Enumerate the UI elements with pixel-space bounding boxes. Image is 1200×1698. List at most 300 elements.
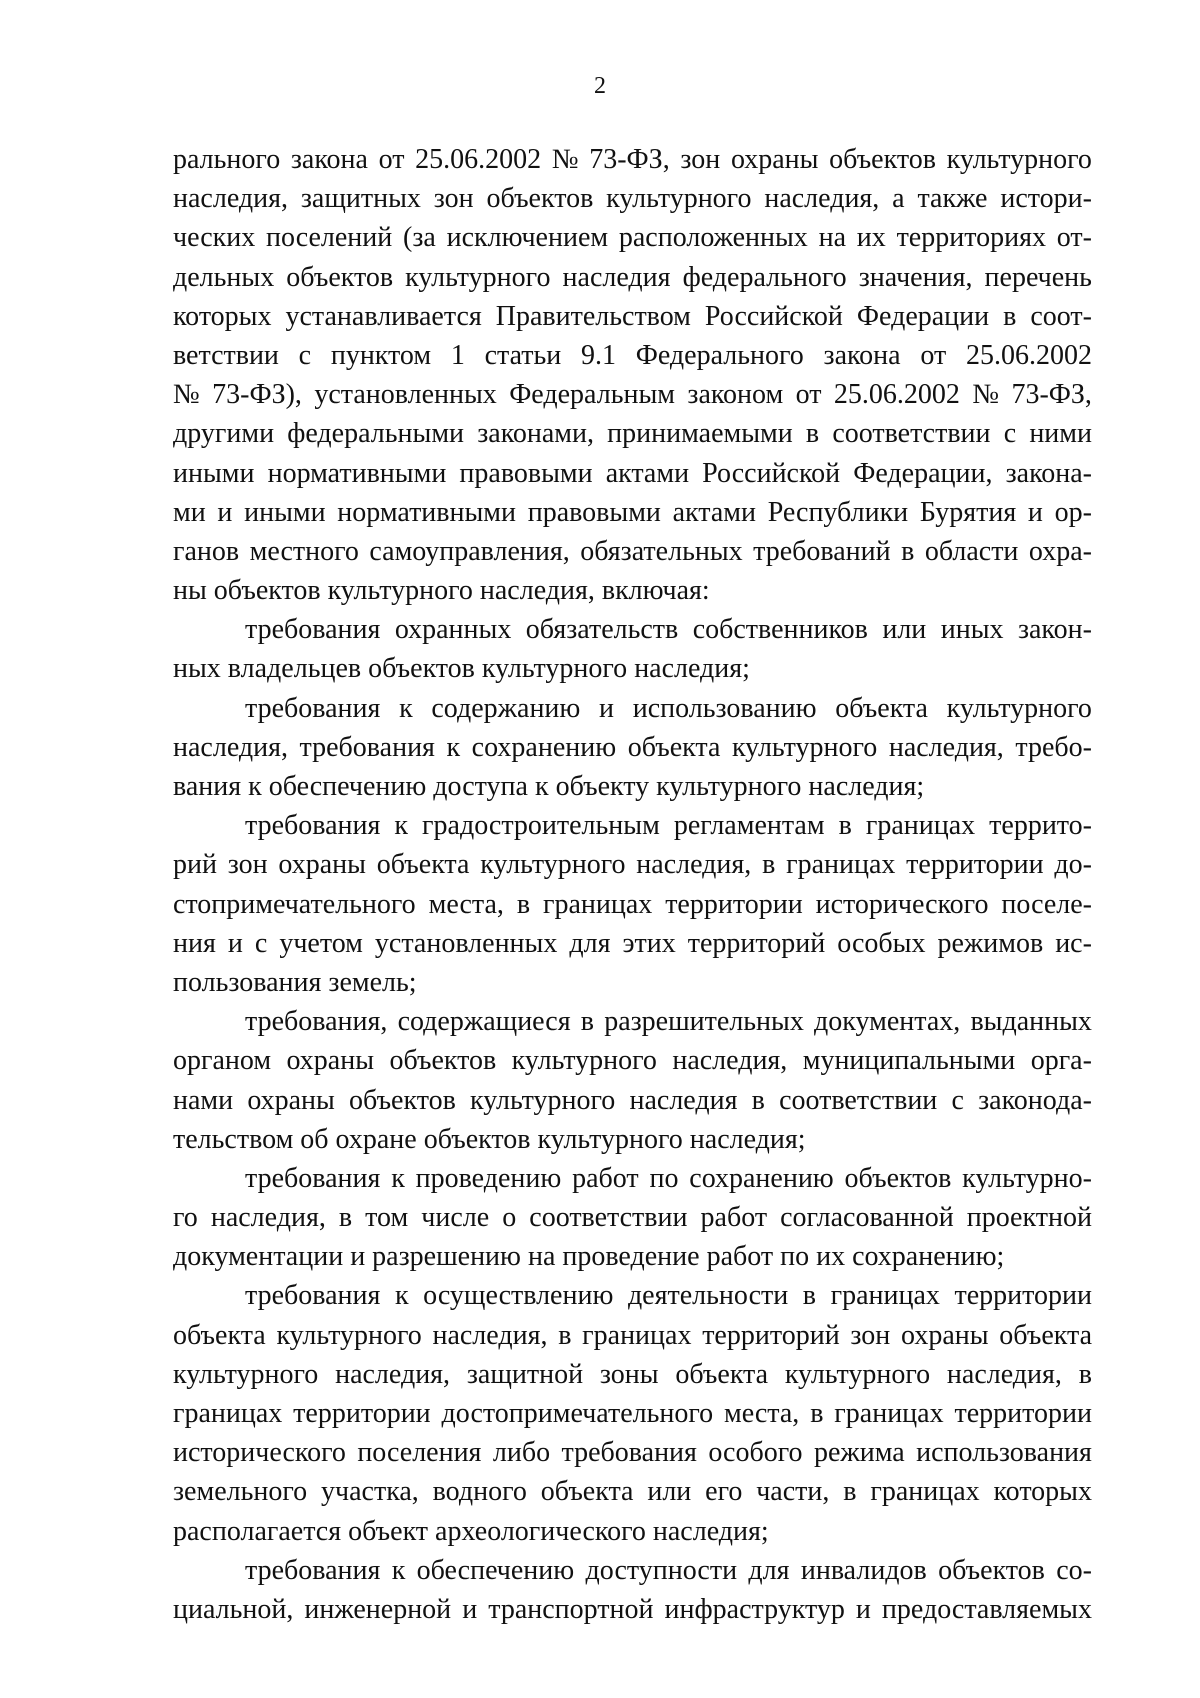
word: включая: bbox=[601, 575, 710, 607]
word: культурного bbox=[946, 144, 1092, 175]
word: 25.06.2002 bbox=[833, 379, 960, 411]
word: наследия; bbox=[808, 771, 925, 802]
word: его bbox=[705, 1476, 743, 1508]
text-line bbox=[173, 885, 1092, 924]
word: границах bbox=[870, 1476, 980, 1508]
word: в bbox=[805, 418, 820, 450]
text-line bbox=[173, 1355, 1092, 1394]
word: объектов bbox=[829, 144, 936, 175]
word: 73-ФЗ, bbox=[1011, 379, 1092, 411]
word: достопримечательного bbox=[441, 1398, 714, 1429]
word: объекту bbox=[555, 771, 657, 802]
word: режимов bbox=[937, 927, 1044, 959]
word: с bbox=[1003, 418, 1017, 450]
word: объектов bbox=[423, 1123, 538, 1155]
word: территорий bbox=[687, 927, 826, 959]
text-line bbox=[173, 728, 1092, 767]
word: по bbox=[649, 1162, 679, 1194]
word: к bbox=[391, 1162, 405, 1194]
word: зон bbox=[680, 144, 721, 175]
word: культурного bbox=[327, 575, 480, 607]
text-line bbox=[173, 1551, 1092, 1590]
text-line bbox=[173, 689, 1092, 728]
word: территории bbox=[954, 1280, 1092, 1312]
word: наследия, bbox=[946, 1358, 1062, 1390]
word: археологического bbox=[435, 1515, 653, 1547]
word: закон- bbox=[1017, 614, 1092, 646]
word: том bbox=[365, 1202, 409, 1234]
word: культурного bbox=[946, 692, 1092, 724]
text-line bbox=[173, 649, 1092, 688]
word: места, bbox=[428, 888, 504, 920]
word: наследия, bbox=[173, 183, 288, 215]
word: установленных bbox=[374, 927, 558, 959]
word: перечень bbox=[984, 261, 1092, 293]
word: исключением bbox=[446, 222, 609, 254]
word: наследия, bbox=[636, 849, 752, 881]
word: территории bbox=[906, 849, 1044, 881]
word: соответствии bbox=[529, 1202, 688, 1234]
word: федеральными bbox=[287, 418, 465, 450]
word: нами bbox=[173, 1084, 234, 1116]
word: Федерального bbox=[635, 339, 804, 371]
word: законода- bbox=[978, 1084, 1092, 1116]
word: к bbox=[391, 1554, 406, 1586]
text-line bbox=[173, 1159, 1092, 1198]
word: и bbox=[350, 1241, 373, 1273]
word: культурного bbox=[481, 653, 635, 685]
word: 1 bbox=[450, 339, 465, 371]
word: градостроительным bbox=[422, 810, 660, 842]
text-line bbox=[173, 1316, 1092, 1355]
word: охранных bbox=[394, 614, 512, 646]
text-line bbox=[173, 1041, 1092, 1080]
text-line bbox=[173, 924, 1092, 963]
word: со- bbox=[1056, 1554, 1092, 1586]
word: актами bbox=[672, 496, 756, 528]
word: охраны bbox=[901, 1319, 989, 1351]
word: к bbox=[248, 771, 269, 802]
word: участка, bbox=[321, 1476, 419, 1508]
word: доступа bbox=[433, 771, 535, 802]
word: иными bbox=[244, 496, 326, 528]
word: располагается bbox=[173, 1515, 349, 1547]
word: работ bbox=[572, 1162, 639, 1194]
word: работ bbox=[700, 1202, 768, 1234]
word: федерального bbox=[682, 261, 847, 293]
word: го bbox=[173, 1202, 198, 1234]
word: требования bbox=[245, 810, 381, 842]
word: законом bbox=[687, 379, 784, 411]
word: рий bbox=[173, 849, 217, 881]
word: соответствии bbox=[832, 418, 991, 450]
word: области bbox=[924, 535, 1019, 567]
word: закона bbox=[290, 144, 368, 175]
word: и bbox=[217, 496, 233, 528]
word: учетом bbox=[279, 927, 363, 959]
word: Российской bbox=[702, 457, 841, 489]
word: ми bbox=[173, 496, 206, 528]
word: культурно- bbox=[962, 1162, 1092, 1194]
word: требования bbox=[561, 1437, 697, 1469]
word: требования bbox=[245, 1554, 381, 1586]
word: этих bbox=[622, 927, 676, 959]
word: или bbox=[882, 614, 927, 646]
word: объекта bbox=[675, 1358, 769, 1390]
word: в bbox=[580, 1006, 595, 1038]
word: иных bbox=[940, 614, 1004, 646]
word: документации bbox=[173, 1241, 351, 1273]
word: правовыми bbox=[459, 457, 593, 489]
word: расположенных bbox=[618, 222, 808, 254]
text-line bbox=[173, 1276, 1092, 1315]
word: наследия; bbox=[634, 653, 750, 685]
word: регламентам bbox=[673, 810, 825, 842]
word: № bbox=[173, 379, 200, 411]
word: проведению bbox=[415, 1162, 562, 1194]
word: содержанию bbox=[431, 692, 581, 724]
word: и bbox=[227, 927, 243, 959]
word: в bbox=[838, 810, 852, 842]
word: а bbox=[892, 183, 905, 215]
word: осуществлению bbox=[423, 1280, 614, 1312]
text-line bbox=[173, 571, 1092, 610]
word: органом bbox=[173, 1045, 272, 1077]
word: использованию bbox=[632, 692, 817, 724]
word: инвалидов bbox=[800, 1554, 927, 1586]
word: требования bbox=[245, 692, 381, 724]
word: муниципальными bbox=[802, 1045, 1016, 1077]
document-body bbox=[173, 140, 1092, 1629]
text-line bbox=[173, 1394, 1092, 1433]
word: объекта bbox=[173, 1319, 266, 1351]
word: с bbox=[298, 339, 312, 371]
word: территорий bbox=[702, 1319, 840, 1351]
word: поселе- bbox=[1001, 888, 1092, 920]
word: которых bbox=[173, 300, 272, 332]
text-line bbox=[173, 1472, 1092, 1511]
word: в bbox=[810, 1398, 824, 1429]
word: ны bbox=[173, 575, 214, 607]
word: Федеральным bbox=[509, 379, 675, 411]
word: транспортной bbox=[488, 1593, 654, 1625]
word: культурного bbox=[480, 849, 626, 881]
text-line bbox=[173, 493, 1092, 532]
word: ис- bbox=[1055, 927, 1092, 959]
word: выданных bbox=[970, 1006, 1092, 1038]
text-line bbox=[173, 414, 1092, 453]
word: от bbox=[920, 339, 947, 371]
word: также bbox=[917, 183, 988, 215]
word: законами, bbox=[477, 418, 594, 450]
word: исторического bbox=[173, 1437, 346, 1469]
word: требований bbox=[753, 535, 891, 567]
word: дельных bbox=[173, 261, 275, 293]
word: культурного bbox=[784, 1358, 931, 1390]
word: в bbox=[338, 1202, 353, 1234]
word: стопримечательного bbox=[173, 888, 416, 920]
text-line bbox=[173, 1081, 1092, 1120]
word: предоставляемых bbox=[881, 1593, 1092, 1625]
word: территории bbox=[293, 1398, 431, 1429]
word: циальной, bbox=[173, 1593, 294, 1625]
word: тельством bbox=[173, 1123, 301, 1155]
word: режима bbox=[813, 1437, 905, 1469]
word: деятельности bbox=[627, 1280, 789, 1312]
word: разрешению bbox=[372, 1241, 528, 1273]
word: и bbox=[855, 1593, 871, 1625]
word: инженерной bbox=[304, 1593, 452, 1625]
word: Республики bbox=[767, 496, 909, 528]
word: и bbox=[1027, 496, 1043, 528]
word: в bbox=[1003, 300, 1017, 332]
word: территории bbox=[954, 1398, 1092, 1429]
word: сохранению; bbox=[852, 1241, 1005, 1273]
word: объектов bbox=[368, 653, 482, 685]
text-line bbox=[173, 1590, 1092, 1629]
word: охраны bbox=[286, 1045, 375, 1077]
word: требо- bbox=[1015, 731, 1092, 763]
word: значения, bbox=[858, 261, 973, 293]
word: ческих bbox=[173, 222, 256, 254]
word: объекта bbox=[835, 692, 928, 724]
word: по bbox=[780, 1241, 817, 1273]
word: к bbox=[534, 771, 556, 802]
word: земельного bbox=[173, 1476, 308, 1508]
word: культурного bbox=[276, 1319, 422, 1351]
word: защитных bbox=[300, 183, 421, 215]
word: культурного bbox=[731, 731, 878, 763]
word: охраны bbox=[247, 1084, 335, 1116]
word: от- bbox=[1056, 222, 1092, 254]
word: объекта bbox=[627, 731, 721, 763]
word: объекта bbox=[999, 1319, 1092, 1351]
word: культурного bbox=[173, 1358, 319, 1390]
word: закона bbox=[823, 339, 901, 371]
word: культурного bbox=[606, 183, 752, 215]
word: сохранению bbox=[689, 1162, 834, 1194]
word: объектов bbox=[486, 183, 594, 215]
page-number: 2 bbox=[594, 73, 606, 99]
word: особого bbox=[708, 1437, 803, 1469]
word: которых bbox=[993, 1476, 1092, 1508]
word: поселения bbox=[357, 1437, 482, 1469]
word: разрешительных bbox=[604, 1006, 804, 1038]
word: местного bbox=[249, 535, 359, 567]
word: объектов bbox=[938, 1554, 1045, 1586]
word: пользования bbox=[173, 966, 329, 998]
word: наследия bbox=[562, 261, 671, 293]
word: ганов bbox=[173, 535, 240, 567]
word: с bbox=[254, 927, 268, 959]
word: от bbox=[378, 144, 405, 175]
word: территориях bbox=[896, 222, 1046, 254]
text-line bbox=[173, 140, 1092, 179]
text-line bbox=[173, 1002, 1092, 1041]
word: и bbox=[599, 692, 615, 724]
word: сохранению bbox=[471, 731, 617, 763]
text-line bbox=[173, 297, 1092, 336]
word: другими bbox=[173, 418, 275, 450]
word: № bbox=[972, 379, 1000, 411]
word: требования bbox=[245, 614, 381, 646]
word: наследия, bbox=[173, 731, 288, 763]
word: рального bbox=[173, 144, 281, 175]
text-line bbox=[173, 375, 1092, 414]
word: охраны bbox=[730, 144, 819, 175]
word: границах bbox=[786, 849, 896, 881]
text-line bbox=[173, 767, 1092, 806]
word: нормативными bbox=[267, 457, 447, 489]
word: пунктом bbox=[330, 339, 432, 371]
text-line bbox=[173, 1433, 1092, 1472]
word: собственников bbox=[692, 614, 868, 646]
word: границах bbox=[582, 1319, 692, 1351]
word: культурного bbox=[656, 771, 809, 802]
text-line bbox=[173, 1237, 1092, 1276]
word: наследия; bbox=[652, 1515, 769, 1547]
word: зон bbox=[850, 1319, 891, 1351]
word: соот- bbox=[1030, 300, 1092, 332]
word: Правительством bbox=[495, 300, 691, 332]
word: территории bbox=[665, 888, 803, 920]
word: 73-ФЗ), bbox=[212, 379, 302, 411]
word: вания bbox=[173, 771, 249, 802]
word: требования, bbox=[245, 1006, 388, 1038]
word: требования bbox=[245, 1162, 381, 1194]
word: Федерации bbox=[856, 300, 990, 332]
word: ними bbox=[1029, 418, 1092, 450]
word: работ bbox=[706, 1241, 781, 1273]
text-line bbox=[173, 218, 1092, 257]
word: наследия, bbox=[672, 1045, 788, 1077]
word: наследия, bbox=[764, 183, 880, 215]
word: места, bbox=[724, 1398, 800, 1429]
word: инфраструктур bbox=[664, 1593, 845, 1625]
word: части, bbox=[756, 1476, 830, 1508]
word: поселений bbox=[266, 222, 393, 254]
word: охране bbox=[335, 1123, 424, 1155]
word: числе bbox=[421, 1202, 490, 1234]
word: (за bbox=[403, 222, 436, 254]
word: актами bbox=[605, 457, 690, 489]
word: нормативными bbox=[337, 496, 517, 528]
word: согласованной bbox=[780, 1202, 954, 1234]
word: доступности bbox=[585, 1554, 738, 1586]
word: в bbox=[802, 1280, 817, 1312]
word: объекта bbox=[376, 849, 470, 881]
word: объектов bbox=[349, 1084, 456, 1116]
word: использования bbox=[916, 1437, 1092, 1469]
word: наследия bbox=[629, 1084, 738, 1116]
word: наследия, bbox=[210, 1202, 326, 1234]
word: ния bbox=[173, 927, 216, 959]
word: владельцев bbox=[227, 653, 369, 685]
word: объектов bbox=[213, 575, 328, 607]
word: культурного bbox=[405, 261, 551, 293]
word: орга- bbox=[1030, 1045, 1092, 1077]
word: статьи bbox=[484, 339, 562, 371]
word: границах bbox=[542, 888, 653, 920]
word: в bbox=[516, 888, 531, 920]
word: границах bbox=[834, 1398, 944, 1429]
word: требования bbox=[245, 1280, 381, 1312]
word: о bbox=[502, 1202, 517, 1234]
word: объектов bbox=[389, 1045, 497, 1077]
word: к bbox=[399, 692, 413, 724]
word: объект bbox=[348, 1515, 436, 1547]
word: исторического bbox=[815, 888, 989, 920]
word: обязательных bbox=[580, 535, 743, 567]
word: для bbox=[569, 927, 611, 959]
text-line bbox=[173, 258, 1092, 297]
word: в bbox=[558, 1319, 572, 1351]
word: к bbox=[394, 810, 409, 842]
word: соответствии bbox=[779, 1084, 938, 1116]
word: террито- bbox=[989, 810, 1092, 842]
word: проектной bbox=[966, 1202, 1092, 1234]
text-line bbox=[173, 1512, 1092, 1551]
word: особых bbox=[837, 927, 926, 959]
word: об bbox=[300, 1123, 336, 1155]
word: истори- bbox=[1000, 183, 1092, 215]
word: зон bbox=[227, 849, 268, 881]
word: 73-ФЗ, bbox=[589, 144, 670, 175]
word: закона- bbox=[1005, 457, 1092, 489]
word: их bbox=[856, 222, 886, 254]
word: и bbox=[462, 1593, 478, 1625]
word: в bbox=[901, 535, 915, 567]
word: требования bbox=[299, 731, 435, 763]
text-line bbox=[173, 1120, 1092, 1159]
text-line bbox=[173, 454, 1092, 493]
word: объекта bbox=[540, 1476, 634, 1508]
word: границах bbox=[173, 1398, 283, 1429]
word: 25.06.2002 bbox=[415, 144, 542, 175]
word: или bbox=[647, 1476, 692, 1508]
word: культурного bbox=[470, 1084, 616, 1116]
word: в bbox=[843, 1476, 857, 1508]
word: либо bbox=[492, 1437, 551, 1469]
word: охраны bbox=[278, 849, 366, 881]
word: обеспечению bbox=[416, 1554, 575, 1586]
word: наследия, bbox=[432, 1319, 548, 1351]
word: проведение bbox=[562, 1241, 707, 1273]
word: установленных bbox=[314, 379, 497, 411]
text-line bbox=[173, 845, 1092, 884]
word: правовыми bbox=[527, 496, 661, 528]
word: культурного bbox=[511, 1045, 657, 1077]
word: их bbox=[816, 1241, 853, 1273]
word: к bbox=[446, 731, 461, 763]
text-line bbox=[173, 610, 1092, 649]
word: наследия; bbox=[689, 1123, 806, 1155]
word: от bbox=[795, 379, 822, 411]
text-line bbox=[173, 963, 1092, 1002]
word: охра- bbox=[1028, 535, 1092, 567]
word: принимаемыми bbox=[607, 418, 793, 450]
text-line bbox=[173, 179, 1092, 218]
word: водного bbox=[432, 1476, 527, 1508]
word: наследия, bbox=[479, 575, 602, 607]
text-line bbox=[173, 806, 1092, 845]
word: Российской bbox=[704, 300, 843, 332]
word: самоуправления, bbox=[369, 535, 570, 567]
word: документах, bbox=[814, 1006, 961, 1038]
word: устанавливается bbox=[285, 300, 482, 332]
word: зон bbox=[433, 183, 474, 215]
word: 25.06.2002 bbox=[965, 339, 1092, 371]
